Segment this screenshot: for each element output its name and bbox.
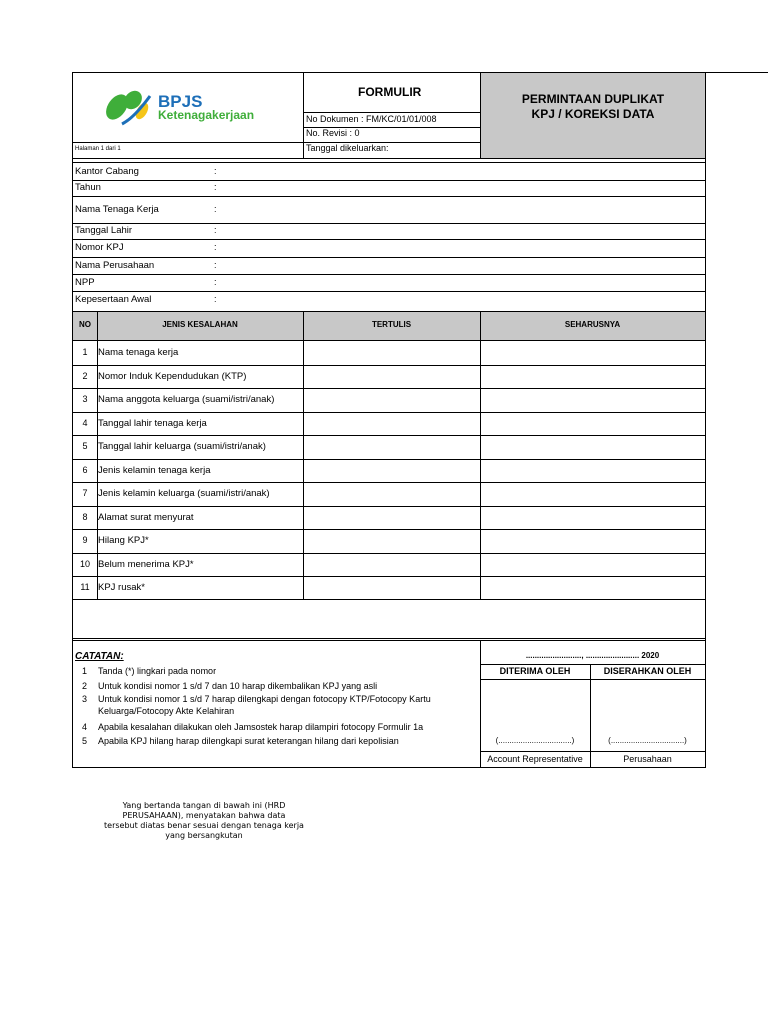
- field-label: Nama Tenaga Kerja: [75, 204, 159, 215]
- row-number: 3: [82, 394, 88, 404]
- signature-date: ........................., ........................ 2020: [525, 651, 660, 660]
- field-label: NPP: [75, 277, 95, 288]
- footer-note-line: PERUSAHAAN), menyatakan bahwa data: [122, 811, 286, 820]
- field-label: Nomor KPJ: [75, 242, 124, 253]
- row-jenis-kesalahan: Tanggal lahir tenaga kerja: [98, 418, 207, 429]
- table-row: [73, 576, 705, 600]
- row-jenis-kesalahan: Nomor Induk Kependudukan (KTP): [98, 371, 247, 382]
- row-tertulis-cell[interactable]: [304, 388, 480, 411]
- halaman-label: Halaman 1 dari 1: [75, 146, 121, 152]
- row-jenis-kesalahan: Nama tenaga kerja: [98, 347, 179, 358]
- catatan-text: Apabila KPJ hilang harap dilengkapi surat keterangan hilang dari kepolisian: [98, 736, 399, 746]
- row-number: 8: [82, 512, 88, 522]
- row-tertulis-cell[interactable]: [304, 553, 480, 575]
- table-row: [73, 412, 705, 435]
- signature-line-right: (.................................): [608, 736, 687, 745]
- field-value-input[interactable]: [303, 163, 705, 179]
- signature-line-left: (.................................): [495, 736, 575, 745]
- row-number: 2: [82, 371, 88, 381]
- row-number: 7: [82, 488, 88, 498]
- row-number: 10: [79, 559, 90, 569]
- table-row: [73, 435, 705, 459]
- table-row: [73, 506, 705, 529]
- catatan-number: 2: [82, 681, 88, 691]
- field-value-input[interactable]: [303, 291, 705, 307]
- field-value-input[interactable]: [303, 274, 705, 290]
- table-row: [73, 388, 705, 412]
- header-jenis-kesalahan: JENIS KESALAHAN: [162, 320, 238, 329]
- table-row: [73, 459, 705, 482]
- row-jenis-kesalahan: Jenis kelamin keluarga (suami/istri/anak): [98, 488, 270, 499]
- footer-note-line: Yang bertanda tangan di bawah ini (HRD: [122, 801, 286, 810]
- row-number: 1: [82, 347, 88, 357]
- perusahaan-label: Perusahaan: [623, 754, 672, 764]
- row-seharusnya-cell[interactable]: [481, 365, 705, 387]
- catatan-text: Untuk kondisi nomor 1 s/d 7 dan 10 harap dikembalikan KPJ yang asli: [98, 681, 378, 691]
- row-number: 5: [82, 441, 88, 451]
- field-value-input[interactable]: [303, 239, 705, 256]
- row-jenis-kesalahan: Jenis kelamin tenaga kerja: [98, 465, 211, 476]
- logo-tagline: Ketenagakerjaan: [158, 108, 255, 122]
- row-seharusnya-cell[interactable]: [481, 341, 705, 364]
- field-label: Tanggal Lahir: [75, 225, 133, 236]
- row-seharusnya-cell[interactable]: [481, 482, 705, 505]
- row-tertulis-cell[interactable]: [304, 412, 480, 434]
- field-colon: :: [214, 294, 217, 304]
- no-dokumen: No Dokumen : FM/KC/01/01/008: [306, 114, 437, 124]
- row-seharusnya-cell[interactable]: [481, 529, 705, 552]
- field-label: Tahun: [75, 182, 101, 193]
- footer-note-line: tersebut diatas benar sesuai dengan tenaga kerja: [104, 821, 304, 830]
- logo-name: BPJS: [158, 92, 203, 111]
- catatan-number: 5: [82, 736, 88, 746]
- row-tertulis-cell[interactable]: [304, 506, 480, 528]
- row-tertulis-cell[interactable]: [304, 482, 480, 505]
- catatan-text: Tanda (*) lingkari pada nomor: [98, 666, 217, 676]
- row-seharusnya-cell[interactable]: [481, 553, 705, 575]
- catatan-number: 1: [82, 666, 88, 676]
- title-line2: KPJ / KOREKSI DATA: [531, 107, 655, 121]
- catatan-text: Keluarga/Fotocopy Akte Kelahiran: [98, 706, 235, 716]
- footer-note-line: yang bersangkutan: [165, 831, 243, 840]
- field-colon: :: [214, 242, 217, 252]
- bpjs-logo: [104, 88, 274, 128]
- catatan-number: 3: [82, 694, 88, 704]
- row-seharusnya-cell[interactable]: [481, 388, 705, 411]
- field-value-input[interactable]: [303, 257, 705, 273]
- header-seharusnya: SEHARUSNYA: [564, 320, 621, 329]
- header-tertulis: TERTULIS: [371, 320, 412, 329]
- row-seharusnya-cell[interactable]: [481, 506, 705, 528]
- catatan-text: Apabila kesalahan dilakukan oleh Jamsostek harap dilampiri fotocopy Formulir 1a: [98, 722, 424, 732]
- table-row: [73, 553, 705, 576]
- field-colon: :: [214, 260, 217, 270]
- field-label: Nama Perusahaan: [75, 260, 155, 271]
- row-jenis-kesalahan: Belum menerima KPJ*: [98, 559, 194, 570]
- field-value-input[interactable]: [303, 180, 705, 195]
- row-tertulis-cell[interactable]: [304, 529, 480, 552]
- field-value-input[interactable]: [303, 223, 705, 238]
- title-line1: PERMINTAAN DUPLIKAT: [521, 92, 665, 106]
- row-seharusnya-cell[interactable]: [481, 459, 705, 481]
- header-no: NO: [79, 320, 91, 329]
- field-value-input[interactable]: [303, 196, 705, 222]
- table-row: [73, 529, 705, 553]
- row-number: 6: [82, 465, 88, 475]
- row-seharusnya-cell[interactable]: [481, 412, 705, 434]
- tanggal-dikeluarkan: Tanggal dikeluarkan:: [306, 143, 389, 153]
- row-jenis-kesalahan: Tanggal lahir keluarga (suami/istri/anak): [98, 441, 266, 452]
- account-representative-label: Account Representative: [487, 754, 583, 764]
- row-seharusnya-cell[interactable]: [481, 435, 705, 458]
- row-tertulis-cell[interactable]: [304, 341, 480, 364]
- diserahkan-oleh: DISERAHKAN OLEH: [603, 666, 692, 676]
- no-revisi: No. Revisi : 0: [306, 128, 360, 138]
- row-jenis-kesalahan: Alamat surat menyurat: [98, 512, 194, 523]
- catatan-title: CATATAN:: [75, 651, 124, 662]
- row-jenis-kesalahan: Hilang KPJ*: [98, 535, 149, 546]
- field-label: Kantor Cabang: [75, 166, 139, 177]
- field-colon: :: [214, 277, 217, 287]
- field-colon: :: [214, 225, 217, 235]
- field-colon: :: [214, 182, 217, 192]
- row-number: 9: [82, 535, 88, 545]
- table-row: [73, 482, 705, 506]
- field-colon: :: [214, 166, 217, 176]
- catatan-text: Untuk kondisi nomor 1 s/d 7 harap dilengkapi dengan fotocopy KTP/Fotocopy Kartu: [98, 694, 431, 704]
- row-tertulis-cell[interactable]: [304, 576, 480, 599]
- diterima-oleh: DITERIMA OLEH: [499, 666, 571, 676]
- field-colon: :: [214, 204, 217, 214]
- row-jenis-kesalahan: Nama anggota keluarga (suami/istri/anak): [98, 394, 275, 405]
- row-tertulis-cell[interactable]: [304, 365, 480, 387]
- row-number: 11: [80, 582, 90, 592]
- field-label: Kepesertaan Awal: [75, 294, 152, 305]
- table-row: [73, 365, 705, 388]
- row-tertulis-cell[interactable]: [304, 435, 480, 458]
- row-number: 4: [82, 418, 88, 428]
- row-jenis-kesalahan: KPJ rusak*: [98, 582, 145, 593]
- catatan-number: 4: [82, 722, 88, 732]
- row-tertulis-cell[interactable]: [304, 459, 480, 481]
- row-seharusnya-cell[interactable]: [481, 576, 705, 599]
- table-row: [73, 341, 705, 365]
- formulir-label: FORMULIR: [358, 85, 422, 99]
